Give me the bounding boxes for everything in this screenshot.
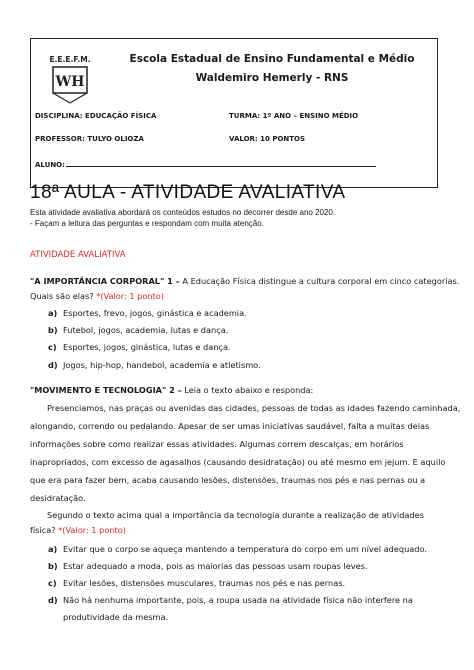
q2-option-d-continued: produtividade da mesma. [63, 612, 169, 622]
section-label: ATIVIDADE AVALIATIVA [30, 250, 126, 260]
q1-line-2 [30, 292, 164, 300]
q2-paragraph-line-5: que era para fazer bem, acaba causando lesões, distensões, traumas nos pés e nas pernas ou a [30, 475, 426, 485]
q2-paragraph-line-4: inapropriados, com excesso de agasalhos (causando desidratação) ou até mesmo em jejum. E aquilo [30, 457, 446, 467]
school-name: Escola Estadual de Ensino Fundamental e Médio [129, 53, 415, 65]
aluno-input-line[interactable] [66, 158, 376, 167]
q1-option-b[interactable]: b) Futebol, jogos, academia, lutas e dança. [48, 325, 229, 335]
q2-line-1 [30, 386, 313, 394]
q2-points: *(Valor: 1 ponto) [58, 525, 126, 535]
q2-question-line-2: física? *(Valor: 1 ponto) [30, 525, 126, 535]
logo-text: E.E.E.F.M. [49, 55, 91, 64]
q1-option-d[interactable]: d) Jogos, hip-hop, handebol, academia e atletismo. [48, 360, 261, 370]
q2-question-line-1: Segundo o texto acima qual a importância da tecnologia durante a realização de atividades [47, 510, 424, 520]
aluno-field[interactable] [35, 158, 376, 169]
q1-text: A Educação Física distingue a cultura corporal em cinco categorias. [179, 276, 460, 286]
school-subtitle: Waldemiro Hemerly - RNS [195, 72, 349, 84]
q2-paragraph-line-1: Presenciamos, nas praças ou avenidas das cidades, pessoas de todas as idades fazendo caminhada, [47, 403, 461, 413]
q2-option-b[interactable]: b) Estar adequado a moda, pois as maiorias das pessoas usam roupas leves. [48, 561, 368, 571]
logo-initials: WH [55, 74, 85, 90]
q2-option-d[interactable]: d) Não há nenhuma importante, pois, a roupa usada na atividade física não interfere na [48, 595, 413, 605]
q1-points: *(Valor: 1 ponto) [96, 291, 164, 301]
q1-text2: Quais são elas? [30, 291, 97, 301]
valor-label: VALOR: 10 PONTOS [229, 135, 306, 143]
turma-label: TURMA: 1º ANO – ENSINO MÉDIO [229, 112, 359, 120]
intro-line-2: - Façam a leitura das perguntas e respondam com muita atenção. [30, 219, 264, 228]
school-logo-icon [39, 49, 101, 111]
q1-option-a[interactable]: a) Esportes, frevo, jogos, ginástica e academia. [48, 308, 247, 318]
aluno-label: ALUNO: [35, 161, 65, 169]
q1-title: "A IMPORTÂNCIA CORPORAL" 1 – [30, 276, 180, 286]
header-box [30, 38, 438, 188]
q2-option-a[interactable]: a) Evitar que o corpo se aqueça mantendo a temperatura do corpo em um nível adequado. [48, 544, 427, 554]
q1-line-1 [30, 277, 459, 285]
professor-label: PROFESSOR: TULYO OLIOZA [35, 135, 144, 143]
q2-title: "MOVIMENTO E TECNOLOGIA" 2 – [30, 385, 182, 395]
page-title: 18ª AULA - ATIVIDADE AVALIATIVA [30, 182, 346, 203]
q2-paragraph-line-3: informações sobre como realizar essas atividades. Algumas correm descalças, em horários [30, 439, 404, 449]
q2-text: Leia o texto abaixo e responda: [181, 385, 314, 395]
q1-option-c[interactable]: c) Esportes, jogos, ginástica, lutas e dança. [48, 342, 231, 352]
intro-line-1: Esta atividade avaliativa abordará os conteúdos estudos no decorrer desde ano 2020. [30, 208, 336, 217]
q2-paragraph-line-6: desidratação. [30, 493, 86, 503]
q2-paragraph-line-2: alongando, correndo ou pedalando. Apesar de ser umas iniciativas saudável, falta a muitas delas [30, 421, 430, 431]
q2-option-c[interactable]: c) Evitar lesões, distensões musculares, traumas nos pés e nas pernas. [48, 578, 346, 588]
disciplina-label: DISCIPLINA: EDUCAÇÃO FÍSICA [35, 112, 157, 120]
